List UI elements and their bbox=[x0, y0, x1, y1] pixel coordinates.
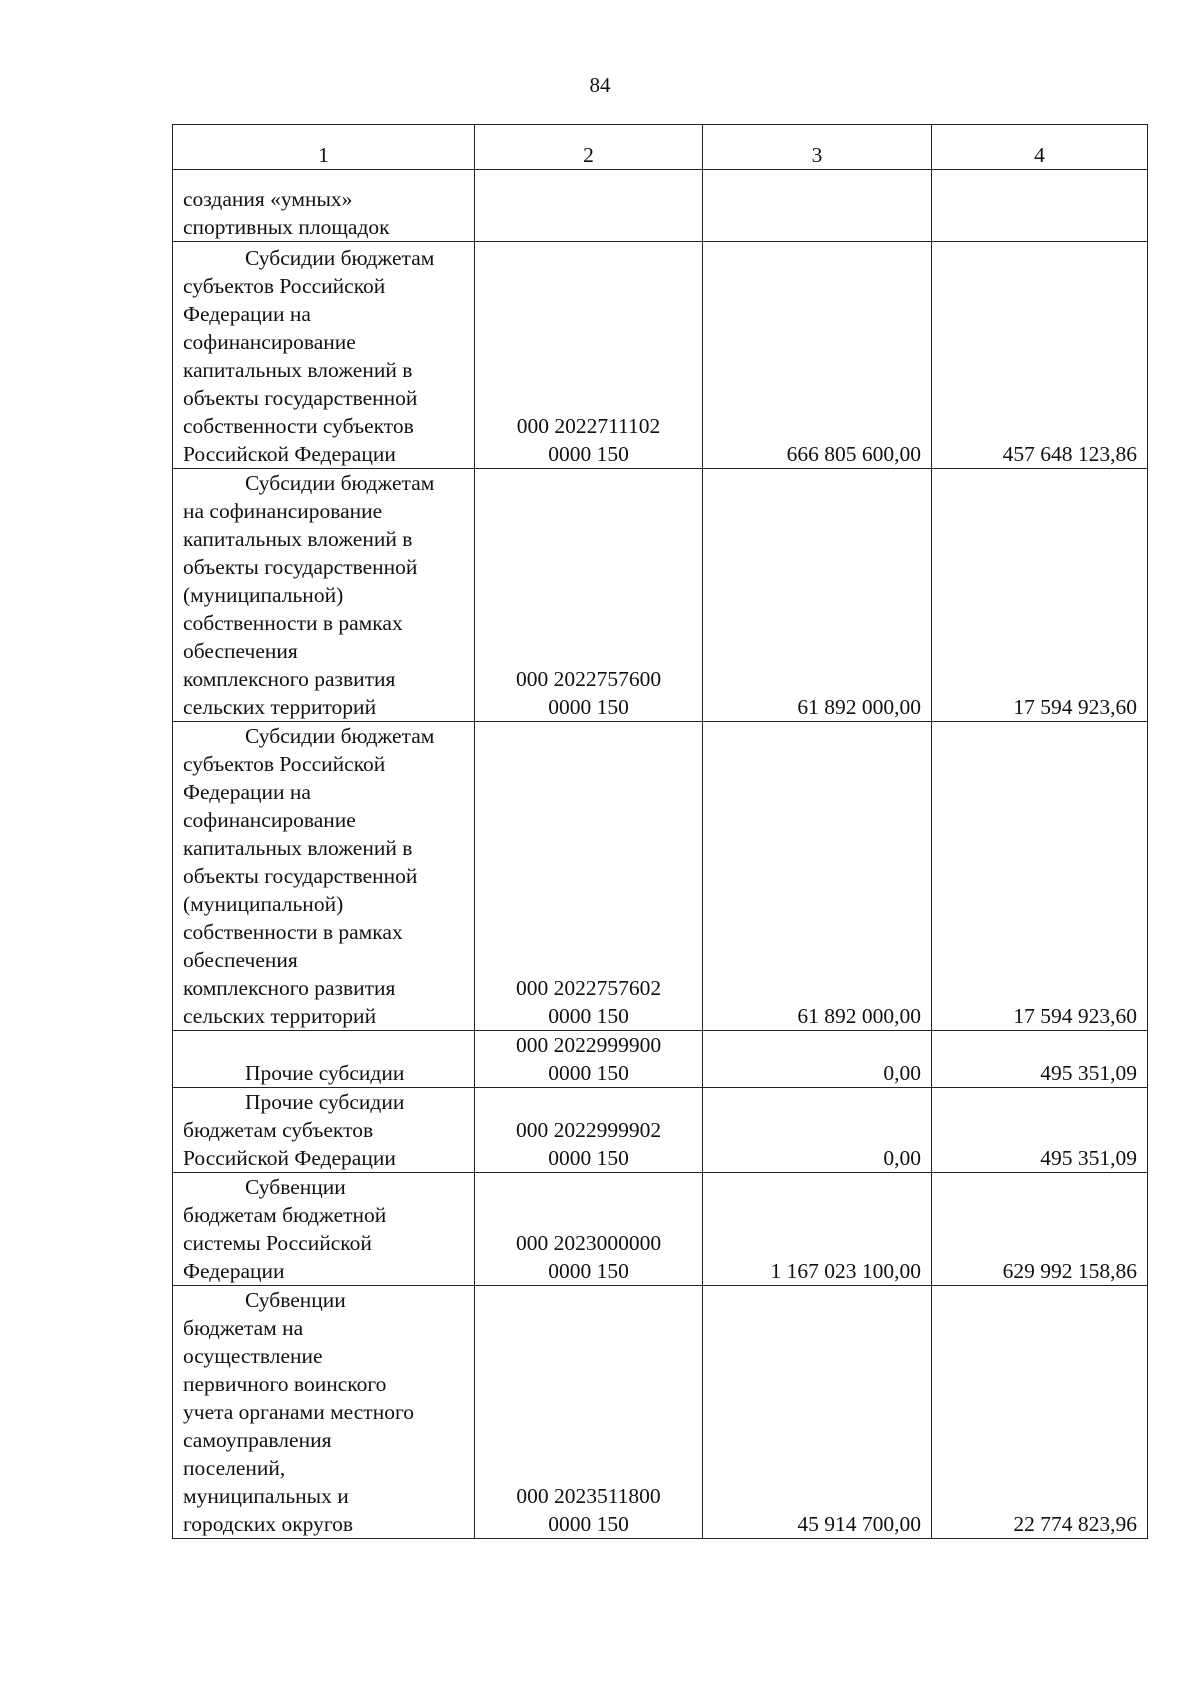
row-col4: 629 992 158,86 bbox=[932, 1173, 1148, 1286]
table-row bbox=[173, 1173, 1148, 1286]
code-line: 0000 150 bbox=[548, 1004, 629, 1028]
row-description bbox=[173, 1088, 475, 1173]
description-line: софинансирование bbox=[183, 330, 356, 354]
description-line: объекты государственной bbox=[183, 864, 418, 888]
description-line: поселений, bbox=[183, 1456, 286, 1480]
code-line: 000 2022711102 bbox=[516, 414, 661, 438]
description-line: спортивных площадок bbox=[183, 215, 390, 239]
header-cell-1: 1 bbox=[173, 125, 475, 170]
description-line: Федерации на bbox=[183, 302, 311, 326]
description-line: Федерации bbox=[183, 1259, 285, 1283]
description-line: Субсидии бюджетам bbox=[245, 724, 435, 748]
description-line: собственности в рамках bbox=[183, 920, 403, 944]
table-header-row bbox=[173, 125, 1148, 170]
row-col3: 666 805 600,00 bbox=[703, 242, 932, 469]
description-line: Субсидии бюджетам bbox=[245, 471, 435, 495]
description-line: сельских территорий bbox=[183, 1004, 377, 1028]
page-number: 84 bbox=[589, 73, 611, 97]
row-col3: 61 892 000,00 bbox=[703, 469, 932, 722]
description-line: Субвенции bbox=[245, 1288, 346, 1312]
header-cell-4: 4 bbox=[932, 125, 1148, 170]
budget-table bbox=[172, 124, 1148, 1539]
table-row bbox=[173, 1031, 1148, 1088]
row-code bbox=[475, 722, 703, 1031]
row-col4: 457 648 123,86 bbox=[932, 242, 1148, 469]
table-row bbox=[173, 242, 1148, 469]
description-line: муниципальных и bbox=[183, 1484, 349, 1508]
description-line: учета органами местного bbox=[183, 1400, 414, 1424]
description-line: субъектов Российской bbox=[183, 752, 386, 776]
description-line: обеспечения bbox=[183, 639, 298, 663]
row-col4: 17 594 923,60 bbox=[932, 469, 1148, 722]
description-line: самоуправления bbox=[183, 1428, 332, 1452]
description-line: Прочие субсидии bbox=[245, 1090, 405, 1114]
description-line: городских округов bbox=[183, 1512, 354, 1536]
row-col4: 17 594 923,60 bbox=[932, 722, 1148, 1031]
code-line: 0000 150 bbox=[548, 1146, 629, 1170]
header-cell-2: 2 bbox=[475, 125, 703, 170]
row-description bbox=[173, 1173, 475, 1286]
header-cell-3: 3 bbox=[703, 125, 932, 170]
row-col4: 22 774 823,96 bbox=[932, 1286, 1148, 1539]
row-col4 bbox=[932, 170, 1148, 242]
row-code bbox=[475, 1088, 703, 1173]
row-col3: 45 914 700,00 bbox=[703, 1286, 932, 1539]
row-code bbox=[475, 1173, 703, 1286]
description-line: сельских территорий bbox=[183, 695, 377, 719]
row-col3: 0,00 bbox=[703, 1031, 932, 1088]
description-line: объекты государственной bbox=[183, 555, 418, 579]
description-line: комплексного развития bbox=[183, 976, 396, 1000]
row-code bbox=[475, 1286, 703, 1539]
row-col3: 61 892 000,00 bbox=[703, 722, 932, 1031]
description-line: (муниципальной) bbox=[183, 892, 344, 916]
row-col3: 1 167 023 100,00 bbox=[703, 1173, 932, 1286]
code-line: 000 2023000000 bbox=[515, 1231, 662, 1255]
description-line: Субвенции bbox=[245, 1175, 346, 1199]
description-line: бюджетам на bbox=[183, 1316, 304, 1340]
row-col3 bbox=[703, 170, 932, 242]
row-description bbox=[173, 469, 475, 722]
description-line: бюджетам бюджетной bbox=[183, 1203, 387, 1227]
description-line: обеспечения bbox=[183, 948, 298, 972]
description-line: объекты государственной bbox=[183, 386, 418, 410]
code-line: 0000 150 bbox=[548, 1061, 629, 1085]
table-row bbox=[173, 1088, 1148, 1173]
description-line: бюджетам субъектов bbox=[183, 1118, 374, 1142]
description-line: Федерации на bbox=[183, 780, 311, 804]
code-line: 000 2023511800 bbox=[516, 1484, 661, 1508]
code-line: 0000 150 bbox=[548, 1512, 629, 1536]
row-description bbox=[173, 1031, 475, 1088]
description-line: Российской Федерации bbox=[183, 442, 396, 466]
code-line: 000 2022757600 bbox=[515, 667, 662, 691]
row-col4: 495 351,09 bbox=[932, 1088, 1148, 1173]
code-line: 0000 150 bbox=[548, 1259, 629, 1283]
row-code bbox=[475, 1031, 703, 1088]
description-line: капитальных вложений в bbox=[183, 527, 413, 551]
description-line: системы Российской bbox=[183, 1231, 372, 1255]
description-line: Российской Федерации bbox=[183, 1146, 396, 1170]
row-code bbox=[475, 170, 703, 242]
table-row bbox=[173, 170, 1148, 242]
row-description bbox=[173, 1286, 475, 1539]
description-line: (муниципальной) bbox=[183, 583, 344, 607]
description-line: собственности субъектов bbox=[183, 414, 414, 438]
code-line: 000 2022999902 bbox=[515, 1118, 662, 1142]
code-line: 0000 150 bbox=[548, 442, 629, 466]
description-line: комплексного развития bbox=[183, 667, 396, 691]
row-code bbox=[475, 242, 703, 469]
code-line: 000 2022999900 bbox=[515, 1033, 662, 1057]
table-row bbox=[173, 722, 1148, 1031]
description-line: создания «умных» bbox=[183, 187, 353, 211]
description-line: Прочие субсидии bbox=[245, 1061, 405, 1085]
description-line: на софинансирование bbox=[183, 499, 383, 523]
description-line: Субсидии бюджетам bbox=[245, 246, 435, 270]
row-description bbox=[173, 722, 475, 1031]
description-line: первичного воинского bbox=[183, 1372, 387, 1396]
row-col3: 0,00 bbox=[703, 1088, 932, 1173]
table-row bbox=[173, 1286, 1148, 1539]
description-line: субъектов Российской bbox=[183, 274, 386, 298]
description-line: осуществление bbox=[183, 1344, 323, 1368]
code-line: 0000 150 bbox=[548, 695, 629, 719]
code-line: 000 2022757602 bbox=[515, 976, 662, 1000]
table-row bbox=[173, 469, 1148, 722]
row-col4: 495 351,09 bbox=[932, 1031, 1148, 1088]
description-line: собственности в рамках bbox=[183, 611, 403, 635]
row-description bbox=[173, 170, 475, 242]
description-line: софинансирование bbox=[183, 808, 356, 832]
row-description bbox=[173, 242, 475, 469]
row-code bbox=[475, 469, 703, 722]
description-line: капитальных вложений в bbox=[183, 836, 413, 860]
description-line: капитальных вложений в bbox=[183, 358, 413, 382]
